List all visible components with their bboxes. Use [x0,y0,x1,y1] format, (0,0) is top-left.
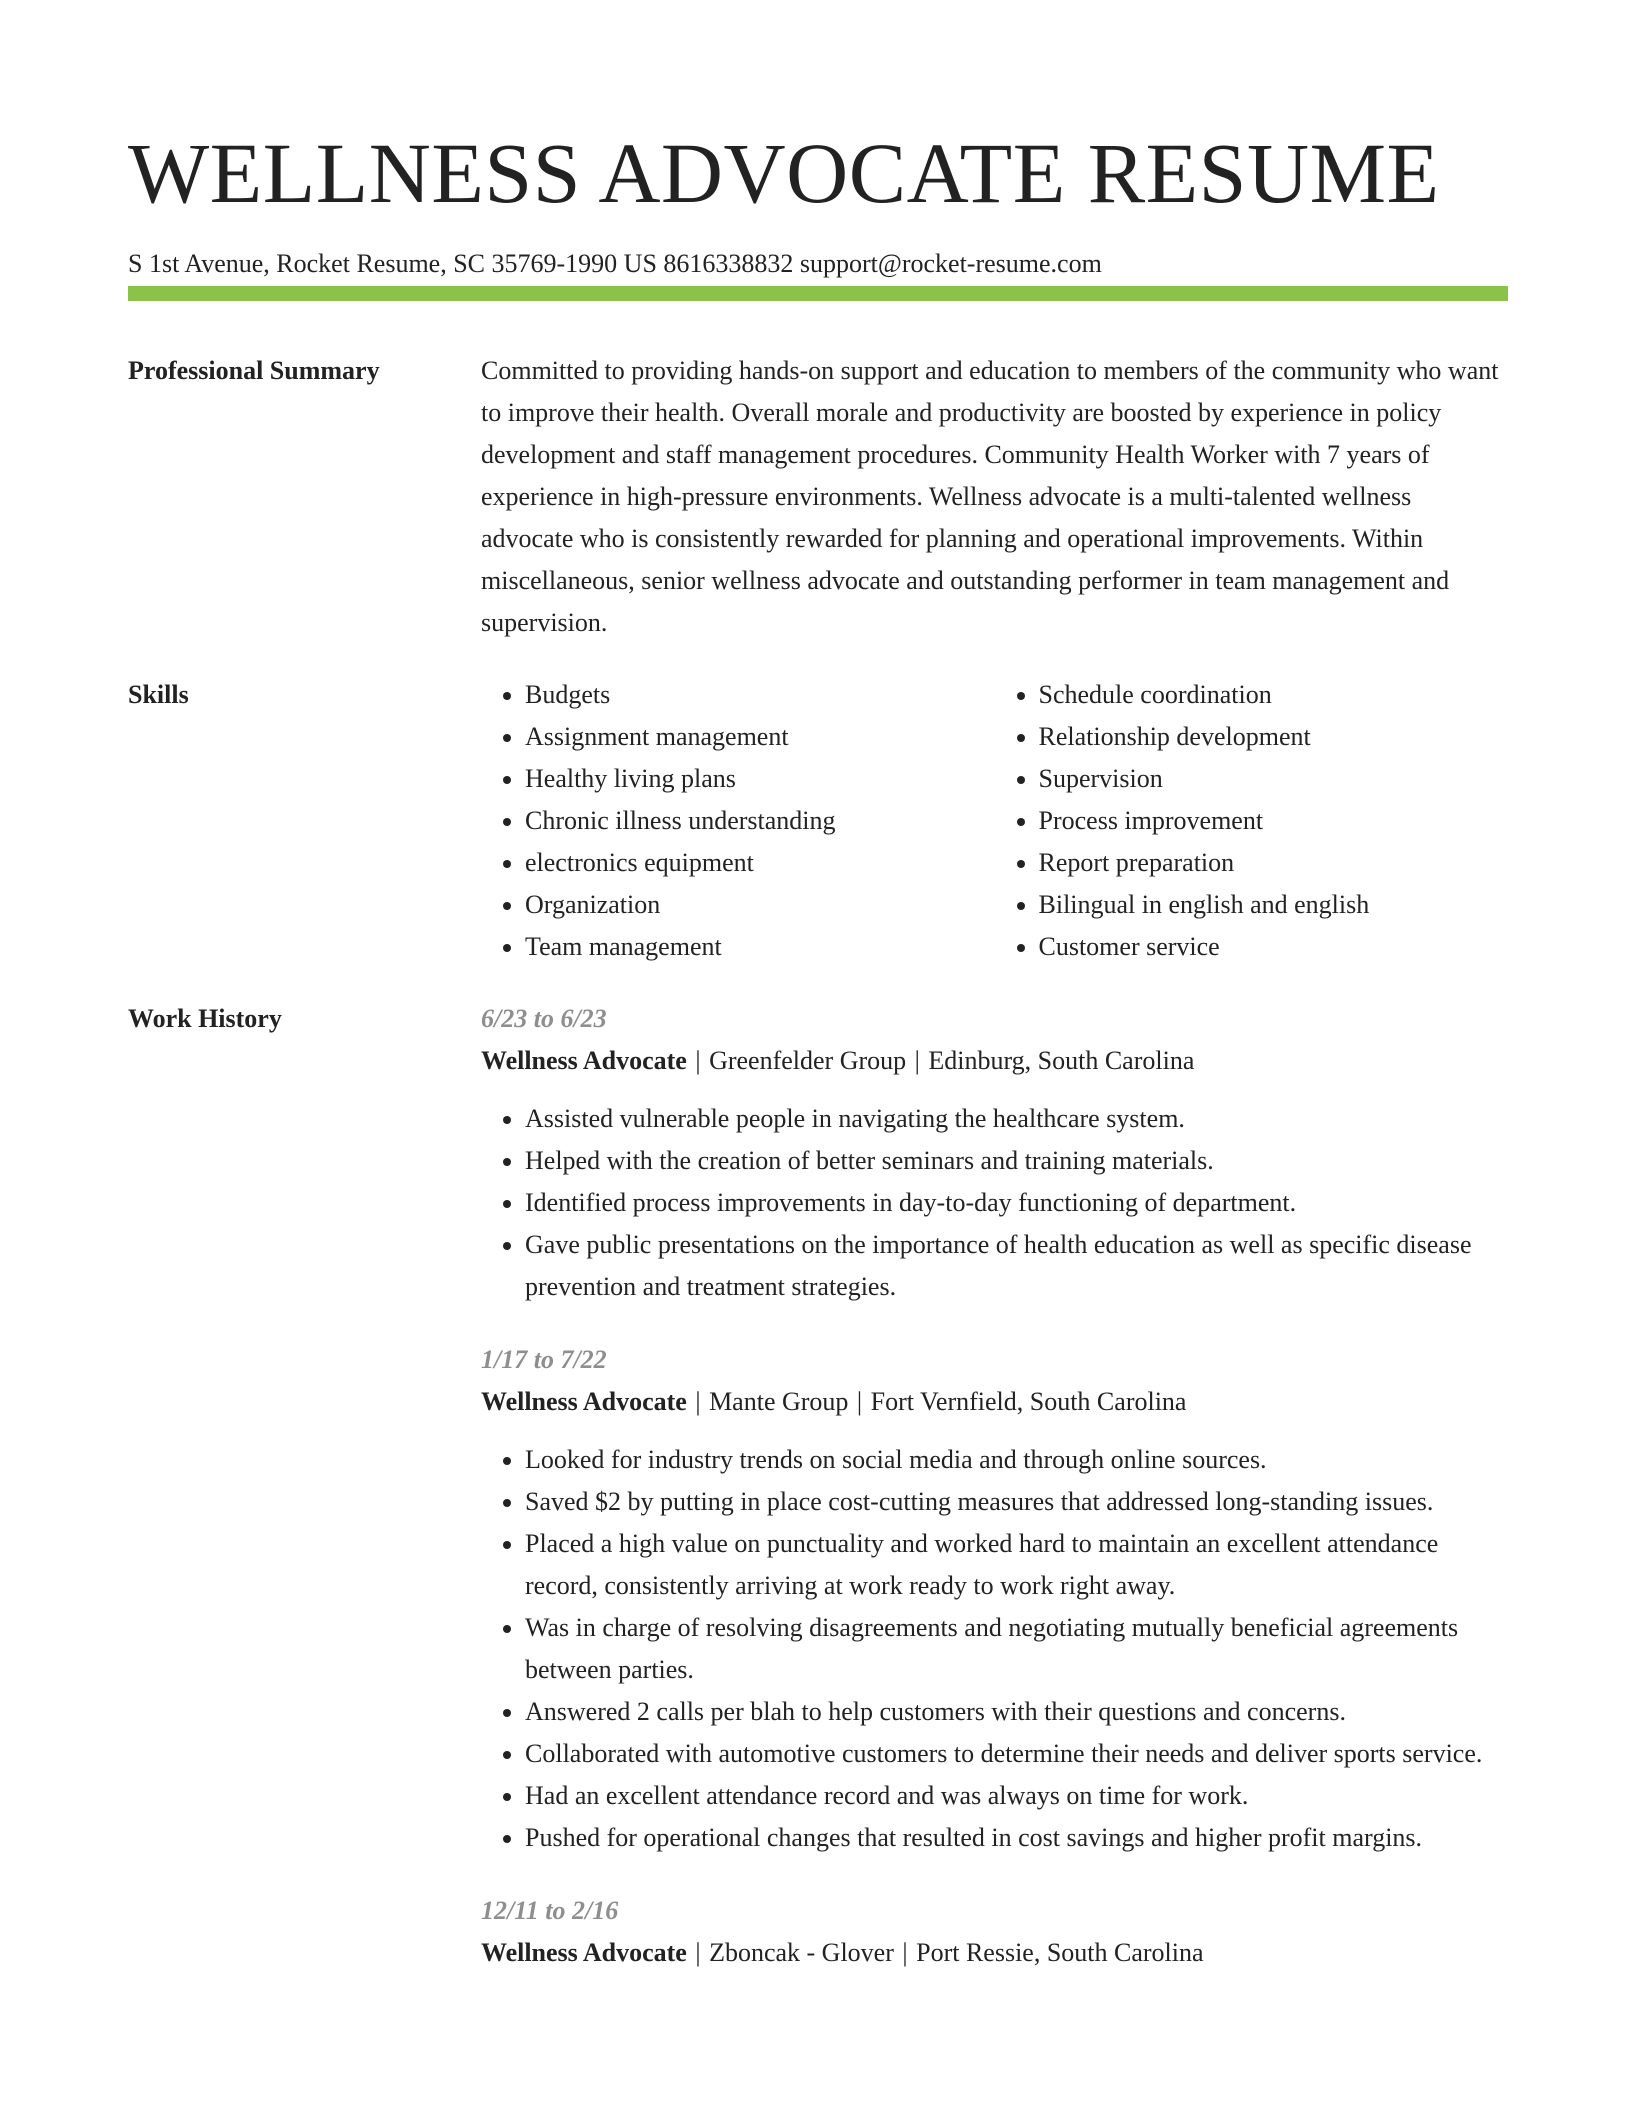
skill-item: • Customer service [1039,926,1509,968]
skills-column-right [995,674,1509,968]
job-heading [481,1040,1508,1082]
contact-phone: 8616338832 [663,249,794,278]
job-entry [481,1339,1508,1859]
work-history-body [481,998,1508,2005]
job-bullet: • Gave public presentations on the importance of health education as well as specific disease prevention and treatment strategies. [525,1224,1508,1308]
job-location: Fort Vernfield, South Carolina [870,1387,1187,1416]
job-bullet: • Saved $2 by putting in place cost-cutting measures that addressed long-standing issues. [525,1481,1508,1523]
summary-body [481,350,1508,644]
skill-item: • Report preparation [1039,842,1509,884]
job-entry [481,1890,1508,1974]
contact-email: support@rocket-resume.com [799,249,1102,278]
job-bullet-list [481,1439,1508,1859]
separator: | [695,1938,701,1967]
skill-item: • Assignment management [525,716,995,758]
job-bullet: • Had an excellent attendance record and was always on time for work. [525,1775,1508,1817]
job-location: Port Ressie, South Carolina [916,1938,1204,1967]
section-label-skills: Skills [128,680,189,709]
job-bullet: • Identified process improvements in day-to-day functioning of department. [525,1182,1508,1224]
resume-content [128,350,1508,2035]
job-bullet: • Collaborated with automotive customers to determine their needs and deliver sports service. [525,1733,1508,1775]
skill-item: • Team management [525,926,995,968]
work-history-section [128,998,1508,2005]
job-company: Zboncak - Glover [709,1938,894,1967]
skill-item: • Supervision [1039,758,1509,800]
separator: | [695,1046,701,1075]
professional-summary-section [128,350,1508,644]
separator: | [902,1938,908,1967]
accent-divider [128,286,1508,301]
job-company: Greenfelder Group [709,1046,907,1075]
job-company: Mante Group [709,1387,849,1416]
job-bullet: • Placed a high value on punctuality and worked hard to maintain an excellent attendance record, consistently arriving at work ready to work right away. [525,1523,1508,1607]
contact-line [128,246,1508,282]
contact-address: S 1st Avenue, Rocket Resume, SC 35769-1990 US [128,249,657,278]
job-title: Wellness Advocate [481,1938,687,1967]
job-entry [481,998,1508,1308]
skill-item: • Schedule coordination [1039,674,1509,716]
job-bullet: • Looked for industry trends on social media and through online sources. [525,1439,1508,1481]
resume-title: WELLNESS ADVOCATE RESUME [128,125,1440,221]
section-label-summary: Professional Summary [128,356,380,385]
job-bullet: • Assisted vulnerable people in navigating the healthcare system. [525,1098,1508,1140]
separator: | [914,1046,920,1075]
job-bullet: • Helped with the creation of better seminars and training materials. [525,1140,1508,1182]
job-title: Wellness Advocate [481,1387,687,1416]
skill-item: • Relationship development [1039,716,1509,758]
skill-item: • Healthy living plans [525,758,995,800]
skill-item: • electronics equipment [525,842,995,884]
job-location: Edinburg, South Carolina [928,1046,1195,1075]
resume-header [128,118,1508,282]
job-title: Wellness Advocate [481,1046,687,1075]
skill-item: • Process improvement [1039,800,1509,842]
job-bullet: • Was in charge of resolving disagreements and negotiating mutually beneficial agreements between parties. [525,1607,1508,1691]
skills-body [481,674,1508,968]
separator: | [856,1387,863,1416]
job-dates: 12/11 to 2/16 [481,1896,619,1925]
job-heading [481,1381,1508,1423]
summary-text: Committed to providing hands-on support and education to members of the community who want to improve their health. Overall morale and productivity are boosted by experience in policy development and staff management procedures. Community Health Worker with 7 years of experience in high-pressure environments. Wellness advocate is a multi-talented wellness advocate who is consistently rewarded for planning and operational improvements. Within miscellaneous, senior wellness advocate and outstanding performer in team management and supervision. [481,356,1499,637]
job-bullet: • Pushed for operational changes that resulted in cost savings and higher profit margins. [525,1817,1508,1859]
skills-column-left [481,674,995,968]
skill-item: • Budgets [525,674,995,716]
job-dates: 1/17 to 7/22 [481,1345,607,1374]
separator: | [695,1387,701,1416]
job-bullet: • Answered 2 calls per blah to help customers with their questions and concerns. [525,1691,1508,1733]
section-label-work-history: Work History [128,1004,282,1033]
skill-item: • Organization [525,884,995,926]
job-heading [481,1932,1508,1974]
skill-item: • Chronic illness understanding [525,800,995,842]
job-dates: 6/23 to 6/23 [481,1004,607,1033]
job-bullet-list [481,1098,1508,1308]
skills-section [128,674,1508,968]
skill-item: • Bilingual in english and english [1039,884,1509,926]
